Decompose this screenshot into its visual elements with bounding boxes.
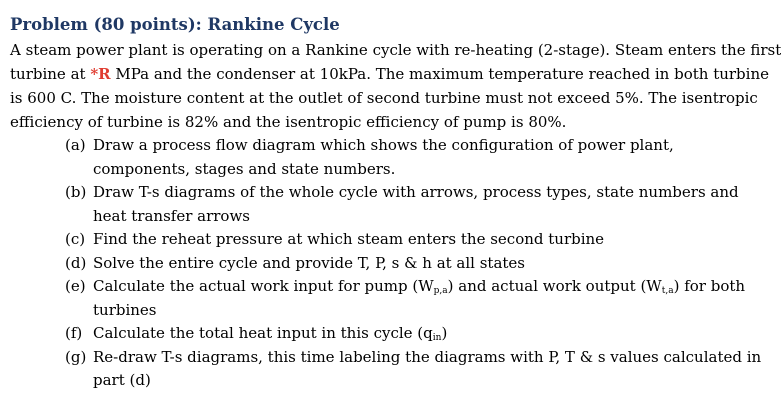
task-marker: (d) (65, 253, 87, 272)
task-item-g (10, 346, 762, 393)
task-marker: (b) (65, 183, 87, 201)
intro-line-1 (10, 38, 781, 62)
task-text-part: ) for both (673, 277, 746, 295)
task-text: Draw T-s diagrams of the whole cycle with arrows, process types, state numbers and (93, 183, 739, 201)
task-text: turbines (93, 300, 157, 319)
intro-text: turbine at (10, 65, 91, 83)
intro-text: efficiency of turbine is 82% and the isentropic efficiency of pump is 80%. (10, 113, 567, 131)
intro-line-2 (10, 62, 769, 86)
task-text-part: ) (441, 324, 448, 342)
intro-text: A steam power plant is operating on a Rankine cycle with re-heating (2-stage). Steam enters the first (10, 41, 781, 59)
task-item-b (10, 181, 739, 228)
task-text-part: Calculate the total heat input in this cycle (q (93, 324, 433, 342)
intro-text: is 600 C. The moisture content at the outlet of second turbine must not exceed 5%. The isentropic (10, 89, 758, 107)
intro-text: MPa and the condenser at 10kPa. The maximum temperature reached in both turbine (110, 65, 769, 83)
task-text: Draw a process flow diagram which shows the configuration of power plant, (93, 136, 674, 154)
pump-work-subscript: p,a (433, 286, 448, 296)
task-marker: (c) (65, 230, 86, 248)
task-marker: (e) (65, 277, 86, 295)
task-text: Re-draw T-s diagrams, this time labeling the diagrams with P, T & s values calculated in (93, 347, 762, 366)
intro-line-4 (10, 110, 730, 134)
task-text (93, 275, 746, 299)
task-text: Solve the entire cycle and provide T, P, s & h at all states (93, 253, 526, 272)
task-text-part: Calculate the actual work input for pump (W (93, 277, 434, 295)
pressure-variable: *R (90, 65, 111, 83)
task-item-a (10, 134, 723, 181)
task-marker: (f) (65, 324, 83, 342)
task-list (10, 134, 762, 393)
task-item-e (10, 275, 746, 322)
task-item-d (10, 252, 723, 276)
task-text (93, 322, 723, 346)
task-item-f (10, 322, 723, 346)
task-text: part (d) (93, 371, 151, 389)
turbine-work-subscript: t,a (661, 286, 674, 296)
task-text: Find the reheat pressure at which steam enters the second turbine (93, 230, 605, 248)
intro-line-3 (10, 86, 758, 110)
task-item-c (10, 228, 723, 252)
task-marker: (a) (65, 136, 86, 154)
problem-intro (10, 38, 781, 134)
task-text: components, stages and state numbers. (93, 159, 396, 178)
heat-input-subscript: in (432, 333, 442, 343)
task-marker: (g) (65, 347, 87, 366)
problem-title: Problem (80 points): Rankine Cycle (10, 15, 340, 34)
task-text: heat transfer arrows (93, 206, 250, 225)
task-text-part: ) and actual work output (W (447, 277, 662, 295)
